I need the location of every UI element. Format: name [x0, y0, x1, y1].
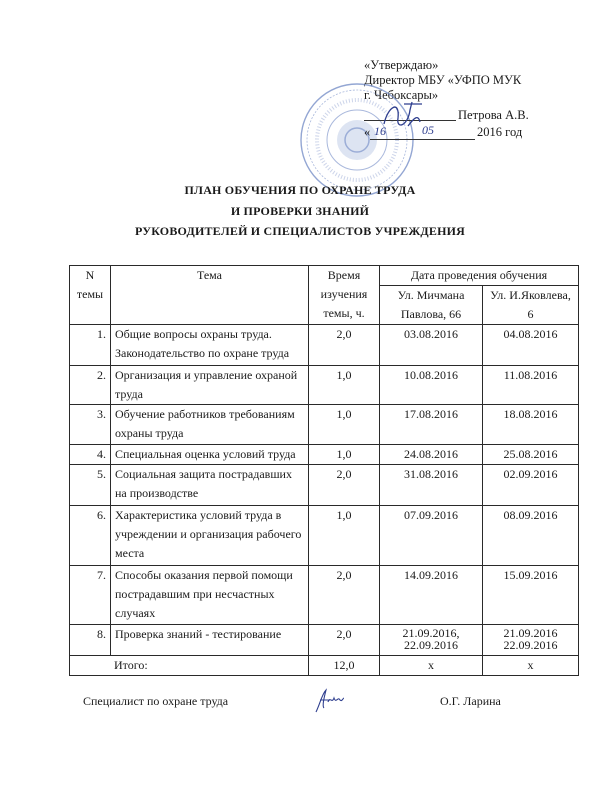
- date-month: 05: [422, 123, 434, 137]
- total-hours: 12,0: [309, 656, 380, 676]
- total-label: Итого:: [70, 656, 309, 676]
- footer-name: О.Г. Ларина: [440, 694, 501, 708]
- row-hours: 2,0: [309, 625, 380, 656]
- row-date1: 03.08.2016: [380, 325, 483, 366]
- table-row: [70, 465, 579, 506]
- row-date2: 18.08.2016: [483, 405, 579, 445]
- table-row: [70, 625, 579, 656]
- row-hours: 1,0: [309, 366, 380, 405]
- row-num: 3.: [70, 405, 111, 445]
- approval-heading: «Утверждаю»: [364, 58, 439, 72]
- header-hours: Время изучения темы, ч.: [309, 266, 380, 325]
- date-year: 2016 год: [477, 125, 523, 139]
- row-hours: 1,0: [309, 506, 380, 566]
- footer-position: Специалист по охране труда: [83, 694, 229, 708]
- total-date2: x: [483, 656, 579, 676]
- row-date2: 08.09.2016: [483, 506, 579, 566]
- approval-city: г. Чебоксары»: [364, 88, 439, 102]
- row-date1: 21.09.2016, 22.09.2016: [380, 625, 483, 656]
- row-num: 7.: [70, 566, 111, 625]
- row-date2: 25.08.2016: [483, 445, 579, 465]
- specialist-signature-icon: [312, 686, 346, 716]
- row-date1: 10.08.2016: [380, 366, 483, 405]
- header-location1: Ул. Мичмана Павлова, 66: [380, 286, 483, 325]
- row-topic: Обучение работников требованиям охраны труда: [111, 405, 309, 445]
- row-hours: 2,0: [309, 566, 380, 625]
- director-name: Петрова А.В.: [458, 108, 529, 122]
- page-title-line3: РУКОВОДИТЕЛЕЙ И СПЕЦИАЛИСТОВ УЧРЕЖДЕНИЯ: [134, 224, 466, 238]
- total-date1: x: [380, 656, 483, 676]
- table-total-row: [70, 656, 579, 676]
- page-title-line2: И ПРОВЕРКИ ЗНАНИЙ: [230, 204, 370, 218]
- row-date1: 31.08.2016: [380, 465, 483, 506]
- row-topic: Характеристика условий труда в учреждении и организация рабочего места: [111, 506, 309, 566]
- page-title-line1: ПЛАН ОБУЧЕНИЯ ПО ОХРАНЕ ТРУДА: [184, 183, 416, 197]
- table-row: [70, 325, 579, 366]
- table-row: [70, 445, 579, 465]
- row-date1: 17.08.2016: [380, 405, 483, 445]
- row-num: 4.: [70, 445, 111, 465]
- table-row: [70, 405, 579, 445]
- row-num: 8.: [70, 625, 111, 656]
- row-num: 5.: [70, 465, 111, 506]
- row-date2: 02.09.2016: [483, 465, 579, 506]
- table-row: [70, 366, 579, 405]
- row-hours: 1,0: [309, 445, 380, 465]
- row-num: 6.: [70, 506, 111, 566]
- row-topic: Организация и управление охраной труда: [111, 366, 309, 405]
- row-date2: 15.09.2016: [483, 566, 579, 625]
- row-hours: 2,0: [309, 325, 380, 366]
- row-topic: Проверка знаний - тестирование: [111, 625, 309, 656]
- table-header-row: [70, 266, 579, 286]
- row-topic: Социальная защита пострадавших на производстве: [111, 465, 309, 506]
- header-topic: Тема: [111, 266, 309, 325]
- row-date1: 24.08.2016: [380, 445, 483, 465]
- row-topic: Способы оказания первой помощи пострадавшим при несчастных случаях: [111, 566, 309, 625]
- date-day: 16: [374, 124, 386, 138]
- row-hours: 1,0: [309, 405, 380, 445]
- row-topic: Общие вопросы охраны труда. Законодательство по охране труда: [111, 325, 309, 366]
- table-row: [70, 566, 579, 625]
- row-num: 1.: [70, 325, 111, 366]
- row-hours: 2,0: [309, 465, 380, 506]
- approval-director: Директор МБУ «УФПО МУК: [364, 73, 522, 87]
- header-location2: Ул. И.Яковлева, 6: [483, 286, 579, 325]
- date-underline: [370, 139, 475, 140]
- row-date2: 04.08.2016: [483, 325, 579, 366]
- row-date2: 11.08.2016: [483, 366, 579, 405]
- header-dates-group: Дата проведения обучения: [380, 266, 579, 286]
- row-topic: Специальная оценка условий труда: [111, 445, 309, 465]
- row-date1: 14.09.2016: [380, 566, 483, 625]
- row-num: 2.: [70, 366, 111, 405]
- table-row: [70, 506, 579, 566]
- row-date2: 21.09.2016 22.09.2016: [483, 625, 579, 656]
- row-date1: 07.09.2016: [380, 506, 483, 566]
- header-num: N темы: [70, 266, 111, 325]
- date-open-quote: «: [364, 125, 371, 139]
- training-plan-table: [69, 265, 579, 676]
